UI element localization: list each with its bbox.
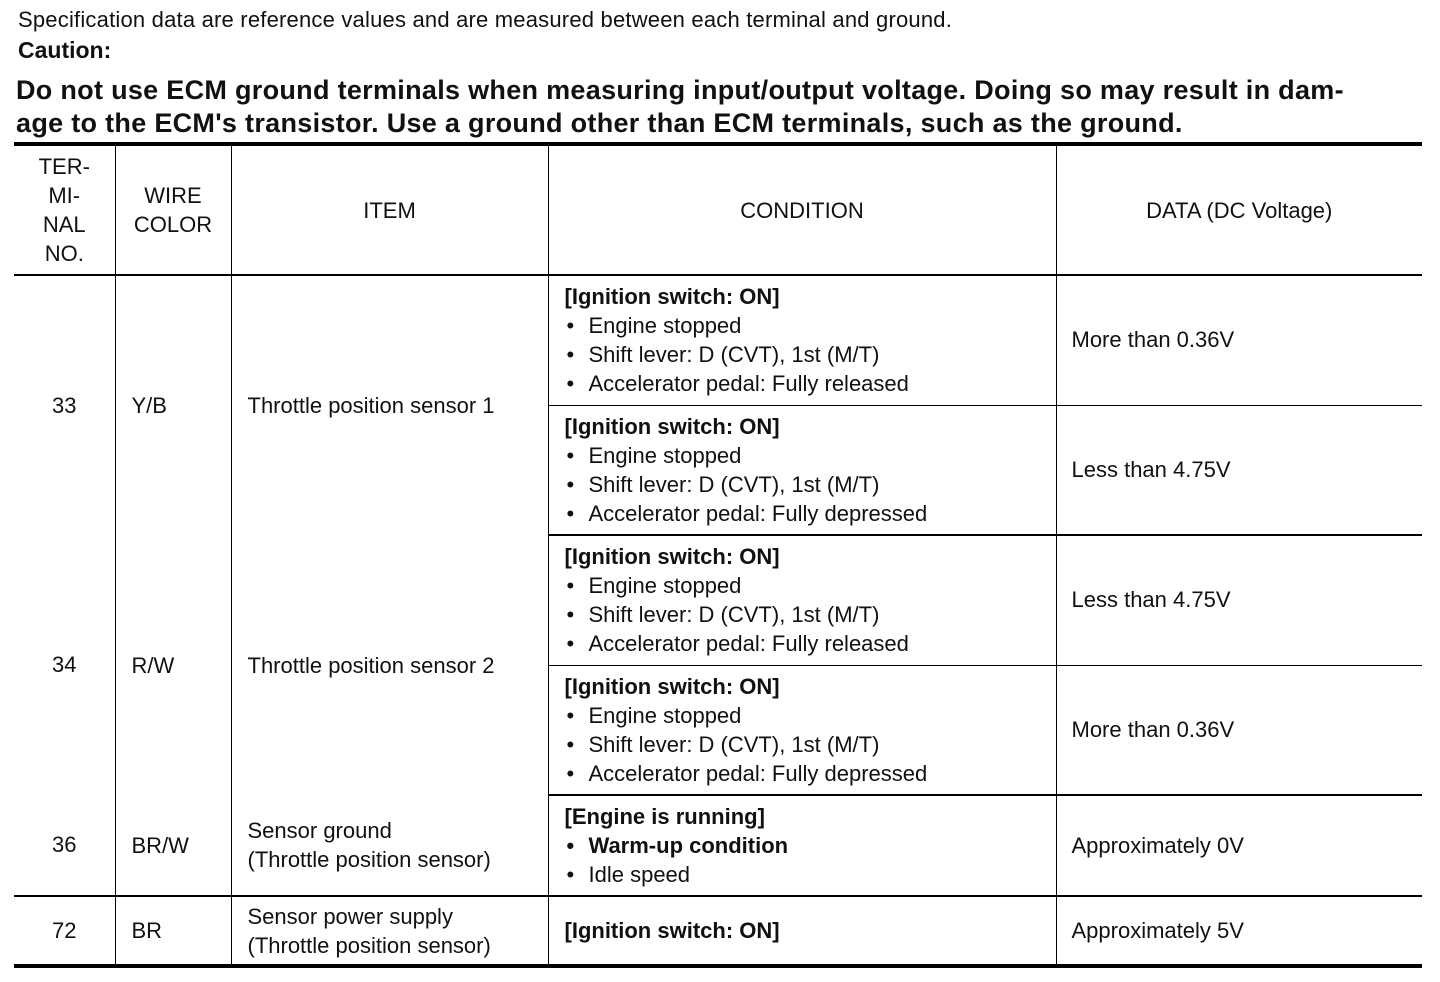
cell-item: Throttle position sensor 2 (231, 535, 548, 795)
bullet-icon: • (566, 731, 575, 757)
condition-bullet-item (565, 369, 1056, 398)
bullet-icon: • (566, 702, 575, 728)
condition-title: [Ignition switch: ON] (564, 413, 780, 439)
cell-data-voltage: More than 0.36V (1056, 665, 1422, 795)
condition-item-text: Idle speed (588, 862, 691, 887)
bullet-icon: • (566, 342, 575, 368)
condition-item-text: Accelerator pedal: Fully released (588, 631, 909, 657)
condition-item-text: Engine stopped (588, 702, 742, 728)
condition-item-text: Accelerator pedal: Fully depressed (588, 760, 928, 786)
condition-item-text: Shift lever: D (CVT), 1st (M/T) (588, 602, 880, 628)
condition-bullet-item (565, 311, 1056, 340)
cell-item: Throttle position sensor 1 (231, 275, 548, 535)
cell-condition (548, 535, 1056, 665)
condition-bullet-item (565, 730, 1056, 759)
bullet-icon: • (566, 313, 575, 339)
bullet-icon: • (566, 573, 575, 599)
condition-bullet-item (565, 571, 1056, 600)
cell-terminal-no: 33 (14, 275, 115, 535)
condition-bullet-item (565, 860, 1056, 889)
condition-bullet-item (565, 441, 1056, 470)
header-item: ITEM (231, 144, 548, 275)
table-row (14, 795, 1422, 896)
condition-item-text: Accelerator pedal: Fully released (588, 371, 909, 397)
condition-bullet-item (565, 629, 1056, 658)
cell-condition (548, 405, 1056, 535)
condition-item-text: Warm-up condition (588, 833, 789, 858)
cell-wire-color: Y/B (115, 275, 231, 535)
condition-item-text: Shift lever: D (CVT), 1st (M/T) (588, 471, 880, 497)
bullet-icon: • (566, 631, 575, 657)
item-line: Sensor ground (247, 818, 392, 843)
condition-item-text: Accelerator pedal: Fully depressed (588, 500, 928, 526)
bullet-icon: • (566, 442, 575, 468)
condition-bullet-item (565, 340, 1056, 369)
bullet-icon: • (566, 500, 575, 526)
cell-condition (548, 795, 1056, 896)
condition-item-text: Engine stopped (588, 442, 742, 468)
caution-label: Caution: (18, 37, 112, 63)
caution-text (16, 74, 1426, 140)
header-terminal-no: TER- MI- NAL NO. (14, 144, 115, 275)
cell-data-voltage: Less than 4.75V (1056, 405, 1422, 535)
specification-note: Specification data are reference values and are measured between each terminal and ground. (18, 7, 953, 32)
terminal-spec-table (14, 142, 1422, 968)
item-line: (Throttle position sensor) (247, 932, 491, 958)
header-condition: CONDITION (548, 144, 1056, 275)
bullet-icon: • (566, 833, 575, 858)
condition-bullet-item (565, 759, 1056, 788)
cell-item (231, 896, 548, 966)
cell-data-voltage: Less than 4.75V (1056, 535, 1422, 665)
cell-condition (548, 275, 1056, 405)
cell-condition (548, 665, 1056, 795)
condition-item-text: Engine stopped (588, 313, 742, 339)
table-row (14, 275, 1422, 405)
condition-title: [Ignition switch: ON] (564, 544, 780, 570)
cell-data-voltage: Approximately 0V (1056, 795, 1422, 896)
cell-wire-color: BR (115, 896, 231, 966)
cell-data-voltage: Approximately 5V (1056, 896, 1422, 966)
table-row (14, 896, 1422, 966)
condition-title: [Engine is running] (564, 804, 765, 829)
bullet-icon: • (566, 602, 575, 628)
condition-bullet-item (565, 499, 1056, 528)
bullet-icon: • (566, 371, 575, 397)
cell-item (231, 795, 548, 896)
header-data: DATA (DC Voltage) (1056, 144, 1422, 275)
condition-item-text: Engine stopped (588, 573, 742, 599)
condition-item-text: Shift lever: D (CVT), 1st (M/T) (588, 731, 880, 757)
caution-text-line-2: age to the ECM's transistor. Use a ground other than ECM terminals, such as the ground. (16, 108, 1183, 138)
condition-bullet-item (565, 600, 1056, 629)
cell-wire-color: R/W (115, 535, 231, 795)
condition-item-text: Shift lever: D (CVT), 1st (M/T) (588, 342, 880, 368)
table-row (14, 535, 1422, 665)
item-line: (Throttle position sensor) (247, 847, 491, 872)
condition-bullet-item (565, 831, 1056, 860)
header-wire-color: WIRE COLOR (115, 144, 231, 275)
cell-terminal-no: 72 (14, 896, 115, 966)
item-line: Sensor power supply (247, 903, 453, 929)
cell-wire-color: BR/W (115, 795, 231, 896)
cell-terminal-no: 34 (14, 535, 115, 795)
cell-data-voltage: More than 0.36V (1056, 275, 1422, 405)
caution-text-line-1: Do not use ECM ground terminals when measuring input/output voltage. Doing so may result in dam- (16, 75, 1344, 105)
condition-bullet-item (565, 470, 1056, 499)
table-body (14, 275, 1422, 966)
table-header-row (14, 144, 1422, 275)
condition-title: [Ignition switch: ON] (564, 673, 780, 699)
cell-terminal-no: 36 (14, 795, 115, 896)
condition-title: [Ignition switch: ON] (564, 918, 780, 943)
bullet-icon: • (566, 862, 575, 887)
condition-bullet-item (565, 701, 1056, 730)
cell-condition (548, 896, 1056, 966)
bullet-icon: • (566, 471, 575, 497)
condition-title: [Ignition switch: ON] (564, 284, 780, 310)
bullet-icon: • (566, 760, 575, 786)
